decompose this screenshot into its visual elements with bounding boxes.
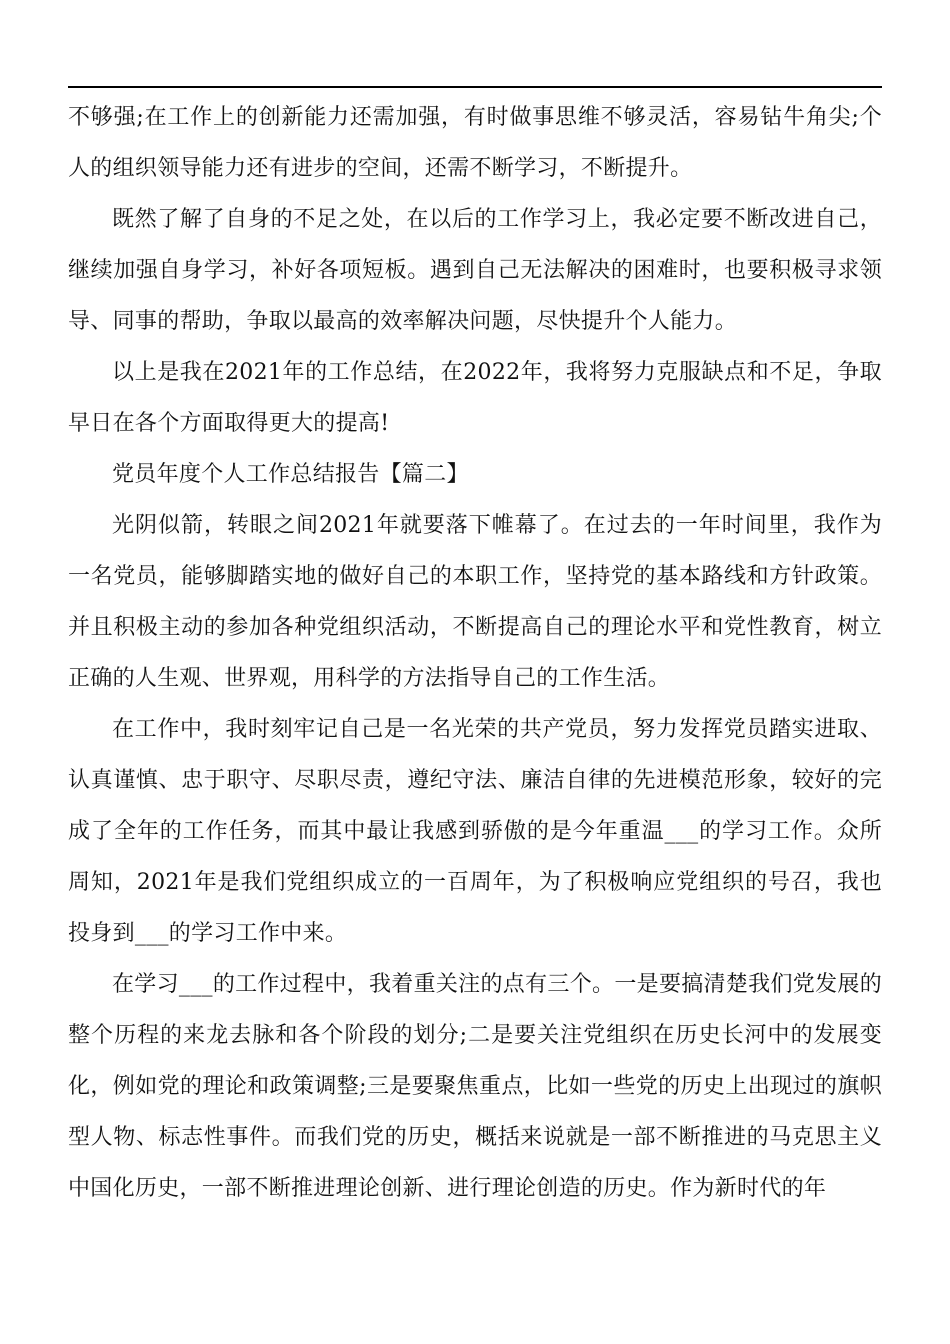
paragraph-study: 在学习___的工作过程中，我着重关注的点有三个。一是要搞清楚我们党发展的整个历程的来龙去脉和各个阶段的划分;二是要关注党组织在历史长河中的发展变化，例如党的理论和政策调整;三是要聚焦重点，比如一些党的历史上出现过的旗帜型人物、标志性事件。而我们党的历史，概括来说就是一部不断推进的马克思主义中国化历史，一部不断推进理论创新、进行理论创造的历史。作为新时代的年: [68, 972, 882, 1201]
paragraph-improvement: 既然了解了自身的不足之处，在以后的工作学习上，我必定要不断改进自己，继续加强自身学习，补好各项短板。遇到自己无法解决的困难时，也要积极寻求领导、同事的帮助，争取以最高的效率解决问题，尽快提升个人能力。: [68, 207, 882, 334]
header-rule: [68, 86, 882, 88]
paragraph-work: 在工作中，我时刻牢记自己是一名光荣的共产党员，努力发挥党员踏实进取、认真谨慎、忠于职守、尽职尽责，遵纪守法、廉洁自律的先进模范形象，较好的完成了全年的工作任务，而其中最让我感到骄傲的是今年重温___的学习工作。众所周知，2021年是我们党组织成立的一百周年，为了积极响应党组织的号召，我也投身到___的学习工作中来。: [68, 717, 882, 946]
paragraph-intro: 光阴似箭，转眼之间2021年就要落下帷幕了。在过去的一年时间里，我作为一名党员，能够脚踏实地的做好自己的本职工作，坚持党的基本路线和方针政策。并且积极主动的参加各种党组织活动，不断提高自己的理论水平和党性教育，树立正确的人生观、世界观，用科学的方法指导自己的工作生活。: [68, 513, 882, 691]
paragraph-summary-conclusion: 以上是我在2021年的工作总结，在2022年，我将努力克服缺点和不足，争取早日在各个方面取得更大的提高!: [68, 360, 882, 436]
section-heading: 党员年度个人工作总结报告【篇二】: [112, 462, 469, 487]
paragraph-continuation: 不够强;在工作上的创新能力还需加强，有时做事思维不够灵活，容易钻牛角尖;个人的组织领导能力还有进步的空间，还需不断学习，不断提升。: [68, 105, 882, 181]
document-body: [68, 92, 882, 1214]
